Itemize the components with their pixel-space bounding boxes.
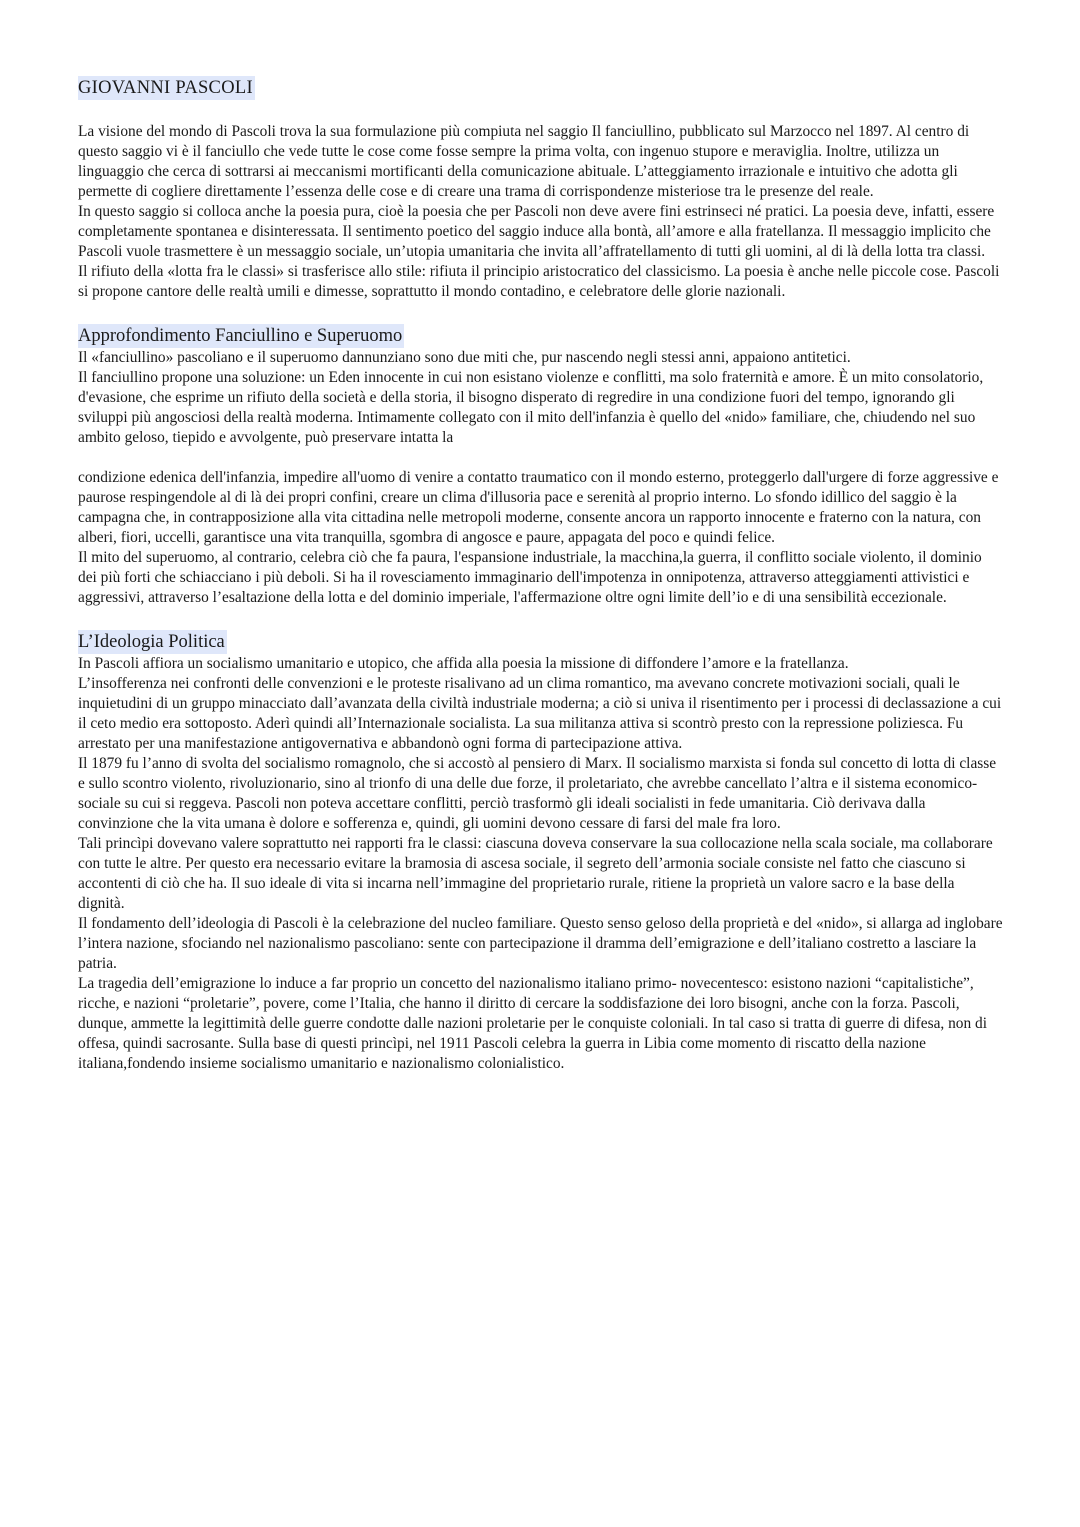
paragraph: La visione del mondo di Pascoli trova la sua formulazione più compiuta nel saggio Il fanciullino, pubblicato sul Marzocco nel 1897. Al centro di questo saggio vi è il fanciullo che vede tutte le cose come fosse sempre la prima volta, con ingenuo stupore e meraviglia. Inoltre, utilizza un linguaggio che cerca di sottrarsi ai meccanismi mortificanti della comunicazione abituale. L’atteggiamento irrazionale e intuitivo che adotta gli permette di cogliere direttamente l’essenza delle cose e di creare una trama di corrispondenze misteriose tra le presenze del reale. <box>78 123 970 200</box>
section-fanciullino-superuomo <box>78 324 1004 608</box>
paragraph: condizione edenica dell'infanzia, impedire all'uomo di venire a contatto traumatico con il mondo esterno, proteggerlo dall'urgere di forze aggressive e paurose respingendole al di là dei propri confini, creare un clima d'illusoria pace e serenità al proprio interno. Lo sfondo idillico del saggio è la campagna che, in contrapposizione alla vita cittadina nelle metropoli moderne, consente ancora un rapporto innocente e fraterno con la natura, con alberi, fiori, uccelli, garantisce una vita tranquilla, sgombra di angosce e paure, appagata del poco e quindi felice. <box>78 469 999 546</box>
section-heading: L’Ideologia Politica <box>78 632 225 652</box>
paragraph: In questo saggio si colloca anche la poesia pura, cioè la poesia che per Pascoli non deve avere fini estrinseci né pratici. La poesia deve, infatti, essere completamente spontanea e disinteressata. Il sentimento poetico del saggio induce alla bontà, all’amore e alla fratellanza. Il messaggio implicito che Pascoli vuole trasmettere è un messaggio sociale, un’utopia umanitaria che invita all’affratellamento di tutti gli uomini, al di là della lotta tra classi. <box>78 203 995 260</box>
page-title: GIOVANNI PASCOLI <box>78 78 253 98</box>
paragraph: Il fanciullino propone una soluzione: un Eden innocente in cui non esistano violenze e conflitti, ma solo fraternità e amore. È un mito consolatorio, d'evasione, che esprime un rifiuto della società e della storia, il bisogno disperato di regredire in una condizione fuori del tempo, ignorando gli sviluppi più angosciosi della realtà moderna. Intimamente collegato con il mito dell'infanzia è quello del «nido» familiare, che, chiudendo nel suo ambito geloso, tiepido e avvolgente, può preservare intatta la <box>78 369 984 446</box>
document-page <box>78 76 1004 1074</box>
section-pascoli <box>78 76 1004 302</box>
section-heading: Approfondimento Fanciullino e Superuomo <box>78 326 403 346</box>
paragraph: Il «fanciullino» pascoliano e il superuomo dannunziano sono due miti che, pur nascendo negli stessi anni, appaiono antitetici. <box>78 349 851 366</box>
paragraph: Il rifiuto della «lotta fra le classi» si trasferisce allo stile: rifiuta il principio aristocratico del classicismo. La poesia è anche nelle piccole cose. Pascoli si propone cantore delle realtà umili e dimesse, soprattutto il mondo contadino, e celebratore delle glorie nazionali. <box>78 263 1000 300</box>
paragraph: Il mito del superuomo, al contrario, celebra ciò che fa paura, l'espansione industriale, la macchina,la guerra, il conflitto sociale violento, il dominio dei più forti che schiacciano i più deboli. Si ha il rovesciamento immaginario dell'impotenza in onnipotenza, attraverso atteggiamenti attivistici e aggressivi, attraverso l’esaltazione della lotta e del dominio imperiale, l'affermazione oltre ogni limite dell’io e di una sensibilità eccezionale. <box>78 549 982 606</box>
paragraph: Il fondamento dell’ideologia di Pascoli è la celebrazione del nucleo familiare. Questo senso geloso della proprietà e del «nido», si allarga ad inglobare l’intera nazione, sfociando nel nazionalismo pascoliano: sente con partecipazione il dramma dell’emigrazione e dell’italiano costretto a lasciare la patria. <box>78 915 1003 972</box>
paragraph: La tragedia dell’emigrazione lo induce a far proprio un concetto del nazionalismo italiano primo- novecentesco: esistono nazioni “capitalistiche”, ricche, e nazioni “proletarie”, povere, come l’Italia, che hanno il diritto di cercare la soddisfazione dei loro bisogni, anche con la forza. Pascoli, dunque, ammette la legittimità delle guerre condotte dalle nazioni proletarie per le conquiste coloniali. In tal caso si tratta di guerre di difesa, non di offesa, quindi sacrosante. Sulla base di questi princìpi, nel 1911 Pascoli celebra la guerra in Libia come momento di riscatto della nazione italiana,fondendo insieme socialismo umanitario e nazionalismo colonialistico. <box>78 975 988 1072</box>
paragraph: L’insofferenza nei confronti delle convenzioni e le proteste risalivano ad un clima romantico, ma avevano concrete motivazioni sociali, quali le inquietudini di un gruppo minacciato dall’avanzata della civiltà industriale moderna; a ciò si univa il risentimento per i processi di declassazione a cui il ceto medio era sottoposto. Aderì quindi all’Internazionale socialista. La sua militanza attiva si scontrò presto con la repressione poliziesca. Fu arrestato per una manifestazione antigovernativa e abbandonò ogni forma di partecipazione attiva. <box>78 675 1002 752</box>
paragraph: Tali princìpi dovevano valere soprattutto nei rapporti fra le classi: ciascuna doveva conservare la sua collocazione nella scala sociale, ma collaborare con tutte le altre. Per questo era necessario evitare la bramosia di ascesa sociale, il segreto dell’armonia sociale consiste nel fatto che ciascuno si accontenti di ciò che ha. Il suo ideale di vita si incarna nell’immagine del proprietario rurale, ritiene la proprietà un valore sacro e la base della dignità. <box>78 835 993 912</box>
section-ideologia-politica <box>78 630 1004 1074</box>
paragraph: In Pascoli affiora un socialismo umanitario e utopico, che affida alla poesia la missione di diffondere l’amore e la fratellanza. <box>78 655 849 672</box>
paragraph: Il 1879 fu l’anno di svolta del socialismo romagnolo, che si accostò al pensiero di Marx. Il socialismo marxista si fonda sul concetto di lotta di classe e sullo scontro violento, rivoluzionario, sino al trionfo di una delle due forze, il proletariato, che avrebbe cancellato l’altra e il sistema economico- sociale su cui si reggeva. Pascoli non poteva accettare conflitti, perciò trasformò gli ideali socialisti in fede umanitaria. Ciò derivava dalla convinzione che la vita umana è dolore e sofferenza e, quindi, gli uomini devono cessare di farsi del male fra loro. <box>78 755 997 832</box>
